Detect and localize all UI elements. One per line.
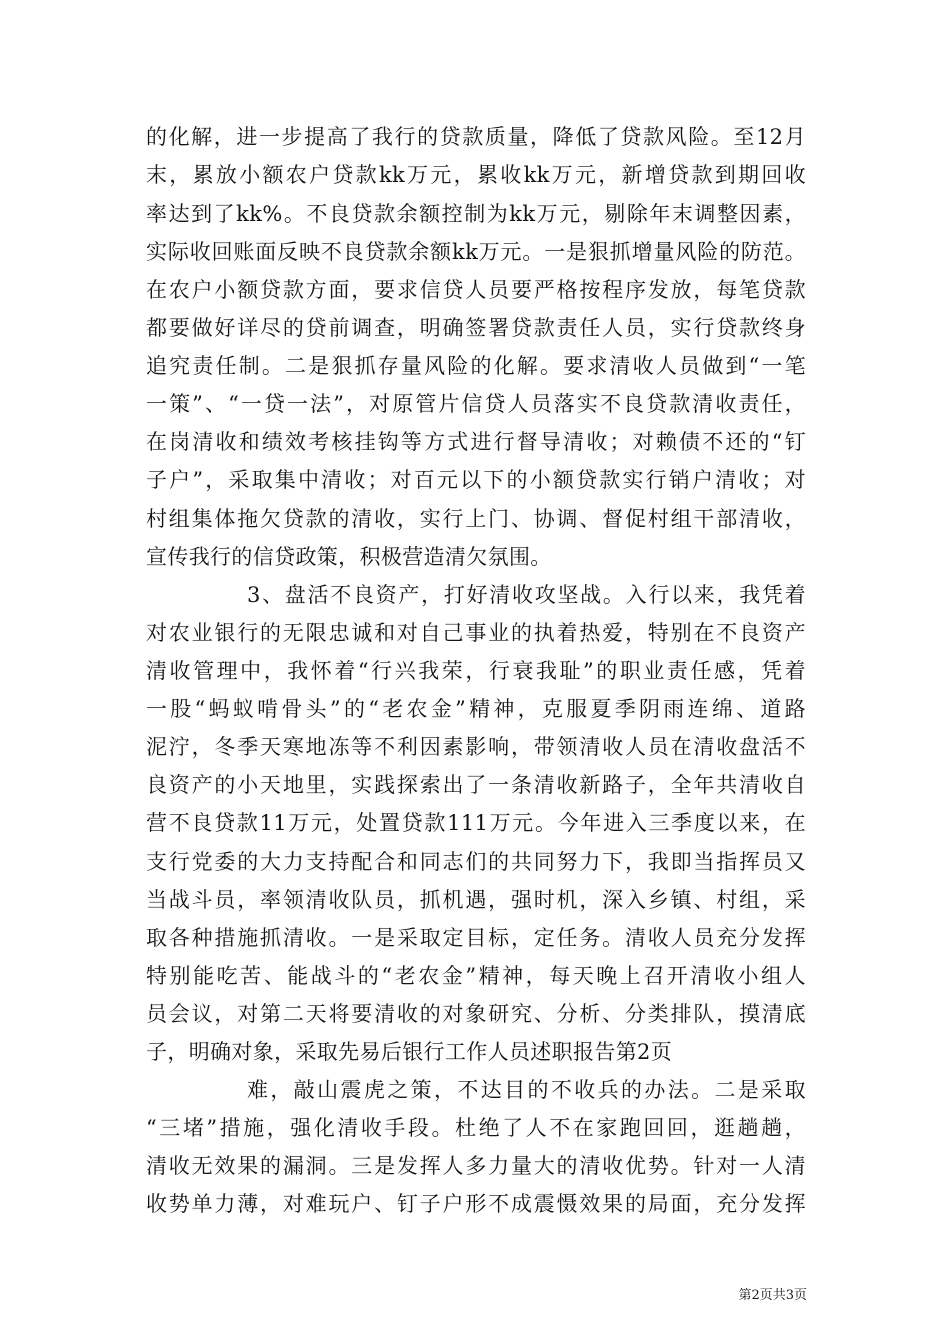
- body-line: 子户”，采取集中清收；对百元以下的小额贷款实行销户清收；对: [146, 468, 806, 492]
- body-line: 村组集体拖欠贷款的清收，实行上门、协调、督促村组干部清收，: [146, 507, 806, 531]
- paragraph-first-line: 3、盘活不良资产，打好清收攻坚战。入行以来，我凭着: [247, 583, 806, 607]
- body-line: 都要做好详尽的贷前调查，明确签署贷款责任人员，实行贷款终身: [146, 316, 806, 340]
- body-line: 一股“蚂蚁啃骨头”的“老农金”精神，克服夏季阴雨连绵、道路: [146, 697, 806, 721]
- body-line: 子，明确对象，采取先易后银行工作人员述职报告第2页: [146, 1040, 673, 1064]
- paragraph-first-line: 难，敲山震虎之策，不达目的不收兵的办法。二是采取: [247, 1078, 806, 1102]
- page-number-footer: 第2页共3页: [738, 1288, 807, 1303]
- body-line: 末，累放小额农户贷款kk万元，累收kk万元，新增贷款到期回收: [146, 163, 806, 187]
- body-line: 在岗清收和绩效考核挂钩等方式进行督导清收；对赖债不还的“钉: [146, 430, 806, 454]
- body-line: 员会议，对第二天将要清收的对象研究、分析、分类排队，摸清底: [146, 1002, 806, 1026]
- body-line: 泥泞，冬季天寒地冻等不利因素影响，带领清收人员在清收盘活不: [146, 735, 806, 759]
- body-line: 支行党委的大力支持配合和同志们的共同努力下，我即当指挥员又: [146, 850, 806, 874]
- body-line: 在农户小额贷款方面，要求信贷人员要严格按程序发放，每笔贷款: [146, 278, 806, 302]
- body-line: 当战斗员，率领清收队员，抓机遇，强时机，深入乡镇、村组，采: [146, 888, 806, 912]
- body-line: 收势单力薄，对难玩户、钉子户形不成震慑效果的局面，充分发挥: [146, 1192, 806, 1216]
- body-line: 取各种措施抓清收。一是采取定目标，定任务。清收人员充分发挥: [146, 926, 806, 950]
- body-line: 一策”、“一贷一法”，对原管片信贷人员落实不良贷款清收责任，: [146, 392, 806, 416]
- body-line: 宣传我行的信贷政策，积极营造清欠氛围。: [146, 545, 552, 569]
- body-line: 率达到了kk%。不良贷款余额控制为kk万元，剔除年末调整因素，: [146, 202, 806, 226]
- body-line: 特别能吃苦、能战斗的“老农金”精神，每天晚上召开清收小组人: [146, 964, 806, 988]
- body-line: 良资产的小天地里，实践探索出了一条清收新路子，全年共清收自: [146, 773, 806, 797]
- body-line: 营不良贷款11万元，处置贷款111万元。今年进入三季度以来，在: [146, 811, 806, 835]
- body-line: 清收无效果的漏洞。三是发挥人多力量大的清收优势。针对一人清: [146, 1154, 806, 1178]
- body-line: “三堵”措施，强化清收手段。杜绝了人不在家跑回回，逛趟趟，: [146, 1116, 806, 1140]
- body-line: 实际收回账面反映不良贷款余额kk万元。一是狠抓增量风险的防范。: [146, 240, 806, 264]
- body-line: 对农业银行的无限忠诚和对自己事业的执着热爱，特别在不良资产: [146, 621, 806, 645]
- body-line: 追究责任制。二是狠抓存量风险的化解。要求清收人员做到“一笔: [146, 354, 806, 378]
- body-line: 的化解，进一步提高了我行的贷款质量，降低了贷款风险。至12月: [146, 125, 806, 149]
- body-line: 清收管理中，我怀着“行兴我荣，行衰我耻”的职业责任感，凭着: [146, 659, 806, 683]
